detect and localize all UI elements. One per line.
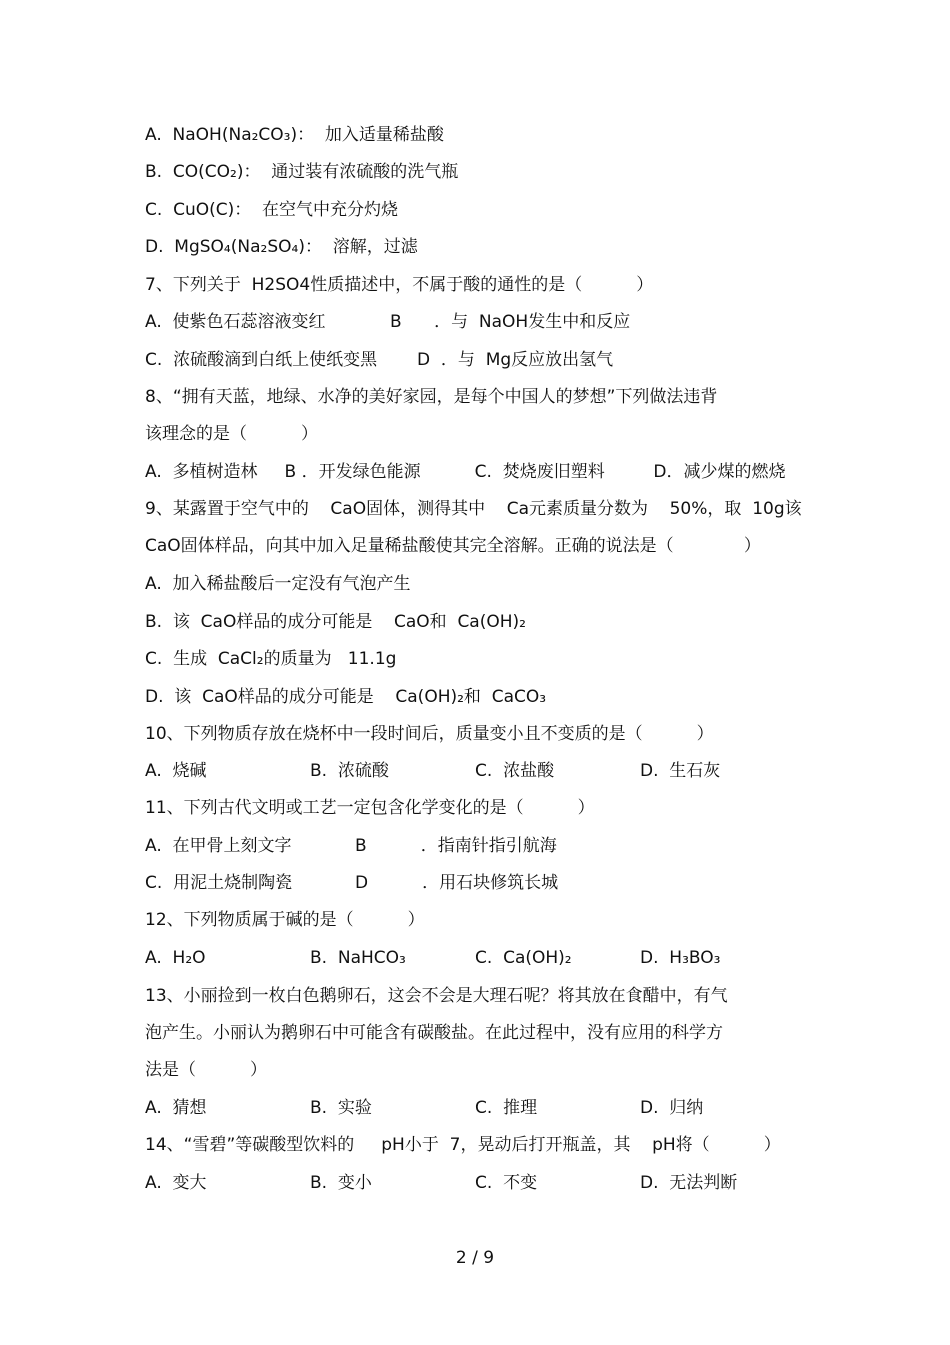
q14-option-b: B. 变小 — [310, 1173, 372, 1193]
q10-option-b: B. 浓硫酸 — [310, 761, 389, 781]
q9-option-a: A. 加入稀盐酸后一定没有气泡产生 — [145, 574, 411, 594]
q11-options-row1 — [145, 834, 785, 858]
q12-option-d: D. H₃BO₃ — [640, 948, 721, 968]
q10-option-a: A. 烧碱 — [145, 761, 207, 781]
q13-option-d: D. 归纳 — [640, 1098, 704, 1118]
q11-option-c: C. 用泥土烧制陶瓷 — [145, 873, 293, 893]
q13-option-a: A. 猜想 — [145, 1098, 207, 1118]
option-line: D. MgSO₄(Na₂SO₄)： 溶解，过滤 — [145, 237, 418, 257]
question-12: 12、下列物质属于碱的是（ ） — [145, 910, 425, 930]
q14-option-d: D. 无法判断 — [640, 1173, 738, 1193]
page-number: 2 / 9 — [455, 1248, 495, 1268]
question-10: 10、下列物质存放在烧杯中一段时间后，质量变小且不变质的是（ ） — [145, 724, 714, 744]
q11-options-row2 — [145, 871, 785, 895]
option-line: A. NaOH(Na₂CO₃)： 加入适量稀盐酸 — [145, 125, 444, 145]
q7-option-a: A. 使紫色石蕊溶液变红 — [145, 312, 326, 332]
q13-options — [145, 1096, 785, 1120]
q10-options — [145, 759, 785, 783]
q9-option-b: B. 该 CaO样品的成分可能是 CaO和 Ca(OH)₂ — [145, 612, 526, 632]
question-8: 8、“拥有天蓝，地绿、水净的美好家园，是每个中国人的梦想”下列做法违背 — [145, 387, 718, 407]
question-9: 9、某露置于空气中的 CaO固体，测得其中 Ca元素质量分数为 50%，取 10g该 — [145, 499, 802, 519]
q9-option-d: D. 该 CaO样品的成分可能是 Ca(OH)₂和 CaCO₃ — [145, 687, 547, 707]
q7-option-b: B ．与 NaOH发生中和反应 — [390, 312, 631, 332]
q11-option-b: B ．指南针指引航海 — [355, 836, 557, 856]
question-7: 7、下列关于 H2SO4性质描述中，不属于酸的通性的是（ ） — [145, 275, 654, 295]
question-11: 11、下列古代文明或工艺一定包含化学变化的是（ ） — [145, 798, 595, 818]
question-13-cont: 泡产生。小丽认为鹅卵石中可能含有碳酸盐。在此过程中，没有应用的科学方 — [145, 1023, 723, 1043]
q10-option-c: C. 浓盐酸 — [475, 761, 555, 781]
q14-options — [145, 1171, 785, 1195]
question-8-cont: 该理念的是（ ） — [145, 424, 319, 444]
q12-option-a: A. H₂O — [145, 948, 206, 968]
q7-option-c: C. 浓硫酸滴到白纸上使纸变黑 — [145, 350, 378, 370]
q7-options-row1 — [145, 310, 785, 334]
question-14: 14、“雪碧”等碳酸型饮料的 pH小于 7，晃动后打开瓶盖，其 pH将（ ） — [145, 1135, 781, 1155]
question-13-cont2: 法是（ ） — [145, 1060, 268, 1080]
q13-option-b: B. 实验 — [310, 1098, 372, 1118]
q12-options — [145, 946, 785, 970]
q10-option-d: D. 生石灰 — [640, 761, 721, 781]
q14-option-a: A. 变大 — [145, 1173, 207, 1193]
q12-option-b: B. NaHCO₃ — [310, 948, 406, 968]
question-9-cont: CaO固体样品，向其中加入足量稀盐酸使其完全溶解。正确的说法是（ ） — [145, 536, 761, 556]
q7-options-row2 — [145, 348, 785, 372]
q8-options: A. 多植树造林 B ．开发绿色能源 C. 焚烧废旧塑料 D．减少煤的燃烧 — [145, 462, 786, 482]
q14-option-c: C. 不变 — [475, 1173, 538, 1193]
question-13: 13、小丽捡到一枚白色鹅卵石，这会不会是大理石呢？将其放在食醋中，有气 — [145, 986, 728, 1006]
option-line: B. CO(CO₂)： 通过装有浓硫酸的洗气瓶 — [145, 162, 459, 182]
q9-option-c: C. 生成 CaCl₂的质量为 11.1g — [145, 649, 397, 669]
q11-option-a: A. 在甲骨上刻文字 — [145, 836, 292, 856]
q12-option-c: C. Ca(OH)₂ — [475, 948, 572, 968]
option-line: C. CuO(C)： 在空气中充分灼烧 — [145, 200, 399, 220]
q7-option-d: D ．与 Mg反应放出氢气 — [417, 350, 614, 370]
q11-option-d: D ．用石块修筑长城 — [355, 873, 559, 893]
q13-option-c: C. 推理 — [475, 1098, 538, 1118]
